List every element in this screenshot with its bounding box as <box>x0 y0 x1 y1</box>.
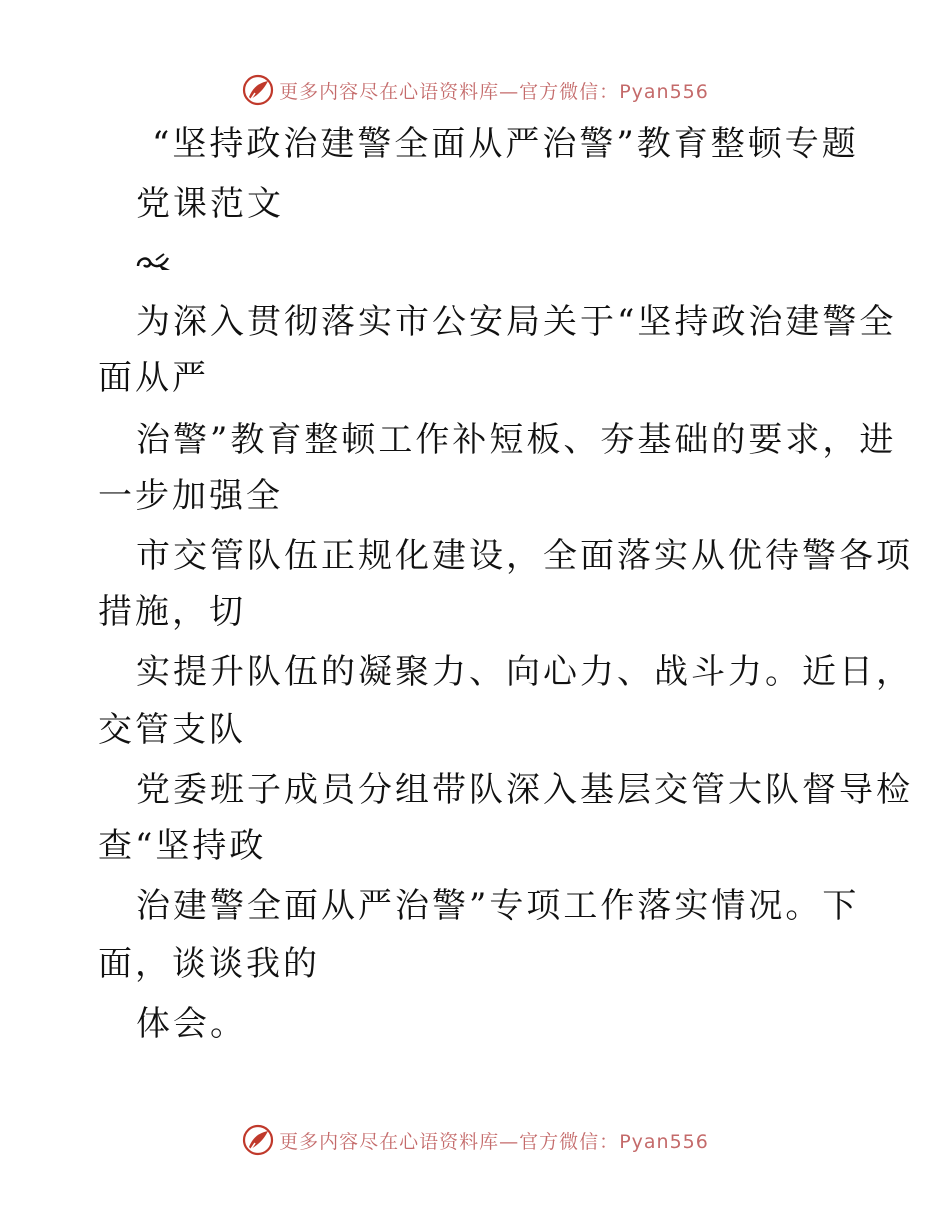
body-line: 实提升队伍的凝聚力、向心力、战斗力。近日， <box>136 652 913 692</box>
watermark-site: 更多内容尽在心语资料库 <box>279 80 500 103</box>
body-line: 治建警全面从严治警”专项工作落实情况。下 <box>136 886 860 926</box>
watermark-wechat-id: Pyan556 <box>619 1130 709 1153</box>
pen-logo-icon <box>241 1123 275 1157</box>
watermark-site: 更多内容尽在心语资料库 <box>279 1130 500 1153</box>
body-line: 面，谈谈我的 <box>98 944 320 984</box>
watermark-dash: — <box>499 1130 520 1153</box>
body-line: 面从严 <box>98 358 209 398</box>
watermark-wechat-label: 官方微信： <box>519 80 620 103</box>
body-line: 交管支队 <box>98 710 246 750</box>
fleuron-icon <box>134 250 174 278</box>
body-line: 体会。 <box>136 1004 247 1044</box>
footer-watermark <box>0 1120 950 1160</box>
watermark-dash: — <box>499 80 520 103</box>
body-line: 市交管队伍正规化建设，全面落实从优待警各项 <box>136 536 913 576</box>
body-line: 一步加强全 <box>98 476 283 516</box>
watermark-wechat-id: Pyan556 <box>619 80 709 103</box>
body-line: 治警”教育整顿工作补短板、夯基础的要求，进 <box>136 420 897 460</box>
body-line: 党委班子成员分组带队深入基层交管大队督导检 <box>136 770 913 810</box>
document-subtitle: 党课范文 <box>136 184 284 224</box>
body-line: 措施，切 <box>98 592 246 632</box>
body-line: 为深入贯彻落实市公安局关于“坚持政治建警全 <box>136 302 897 342</box>
watermark-wechat-label: 官方微信： <box>519 1130 620 1153</box>
document-title: “坚持政治建警全面从严治警”教育整顿专题 <box>152 124 859 164</box>
body-line: 查“坚持政 <box>98 826 267 866</box>
watermark-text <box>279 1127 709 1154</box>
